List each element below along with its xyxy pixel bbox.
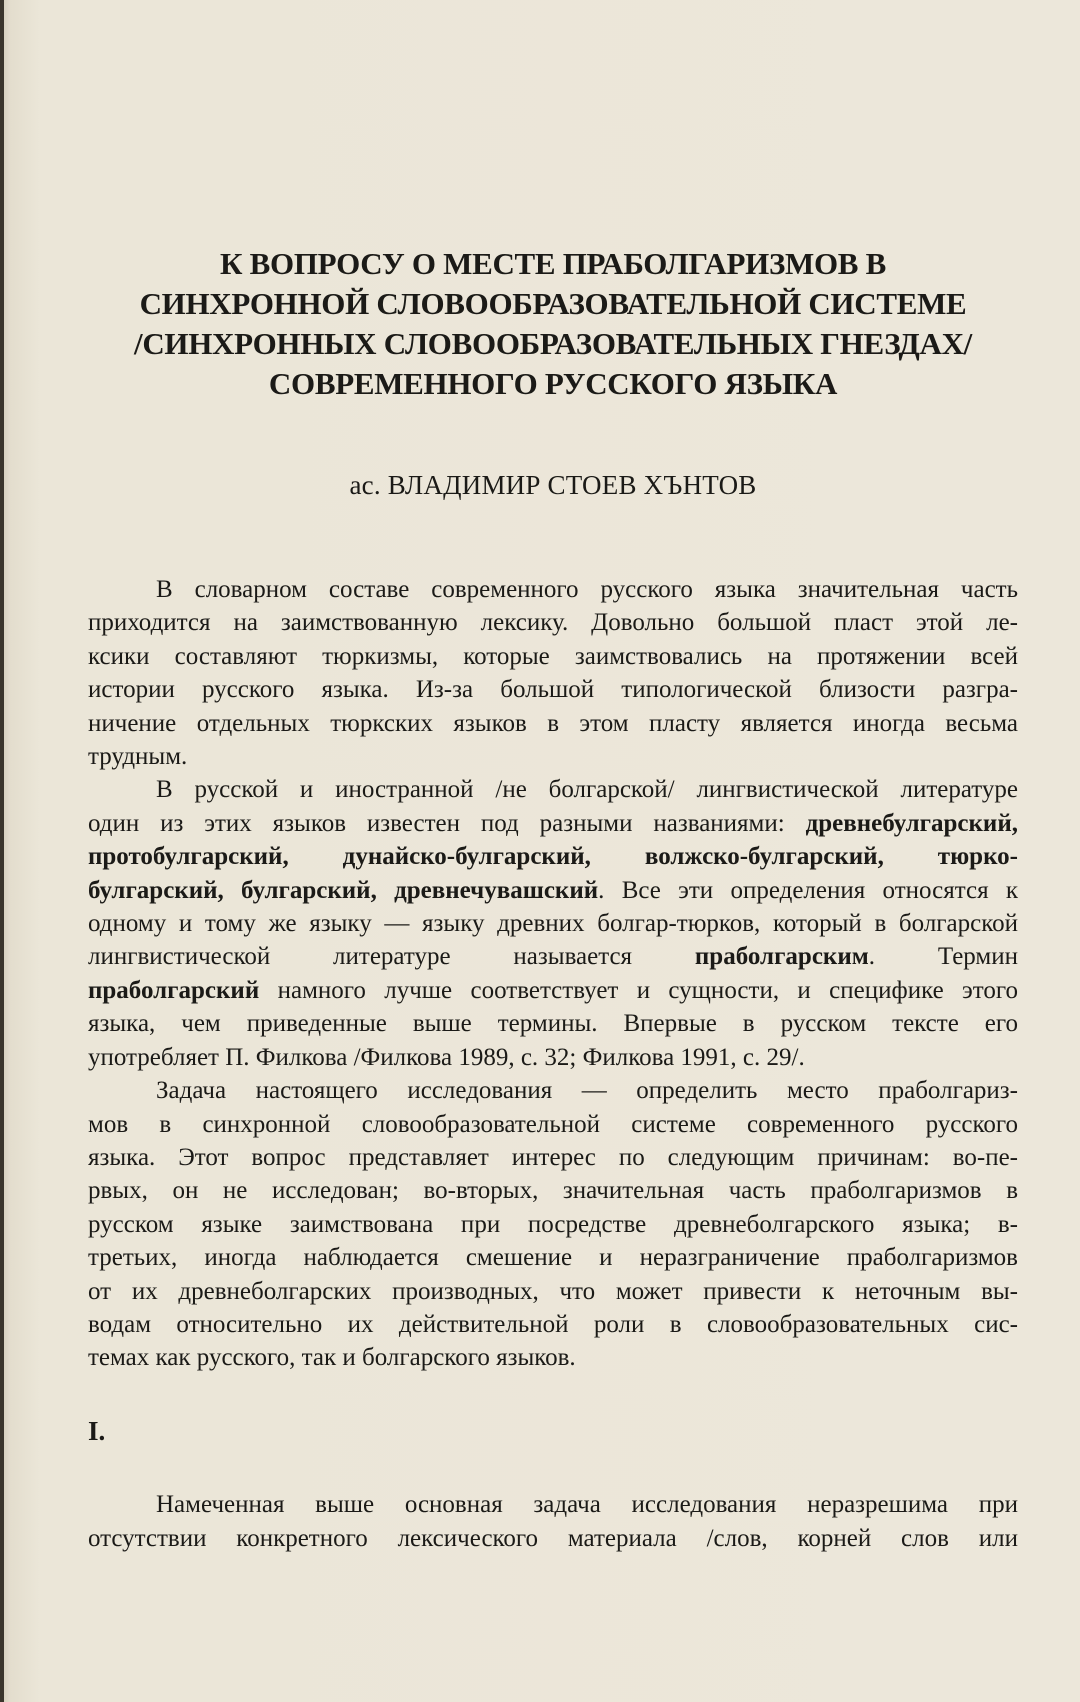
section-heading: I. [88, 1415, 106, 1446]
term-bold: древнебулгарский, [805, 809, 1018, 837]
text-line: темах как русского, так и болгарского языков. [88, 1344, 576, 1372]
text-line: ничение отдельных тюркских языков в этом пласту является иногда весьма [88, 709, 1018, 737]
term-bold: булгарский, булгарский, древнечувашский [88, 876, 599, 904]
article-title [88, 244, 1018, 404]
text-span: намного лучше соответствует и сущности, и специфике этого [259, 976, 1018, 1004]
text-line: одному и тому же языку — языку древних болгар-тюрков, который в болгарской [88, 910, 1018, 938]
text-line: трудным. [88, 743, 188, 771]
title-line: /СИНХРОННЫХ СЛОВООБРАЗОВАТЕЛЬНЫХ ГНЕЗДАХ/ [134, 326, 972, 361]
title-line: К ВОПРОСУ О МЕСТЕ ПРАБОЛГАРИЗМОВ В [220, 246, 886, 281]
text-line: отсутствии конкретного лексического материала /слов, корней слов или [88, 1524, 1018, 1552]
paragraph-3 [88, 1074, 1018, 1375]
term-bold: протобулгарский, дунайско-булгарский, волжско-булгарский, тюрко- [88, 843, 1018, 871]
text-line: мов в синхронной словообразовательной системе современного русского [88, 1110, 1018, 1138]
text-line: истории русского языка. Из-за большой типологической близости разгра- [88, 676, 1018, 704]
text-line: языка. Этот вопрос представляет интерес по следующим причинам: во-пе- [88, 1143, 1018, 1171]
text-line: водам относительно их действительной роли в словообразовательных сис- [88, 1310, 1018, 1338]
title-line: СИНХРОННОЙ СЛОВООБРАЗОВАТЕЛЬНОЙ СИСТЕМЕ [139, 286, 967, 321]
author-line: ас. ВЛАДИМИР СТОЕВ ХЪНТОВ [349, 470, 757, 500]
paragraph-4 [88, 1488, 1018, 1555]
binding-edge [0, 0, 4, 1702]
text-line [88, 840, 1018, 873]
text-line: В русской и иностранной /не болгарской/ лингвистической литературе [156, 776, 1018, 804]
article-body [88, 573, 1018, 1555]
term-bold: праболгарский [88, 976, 260, 1004]
text-span: . Термин [868, 943, 1018, 971]
text-line: языка, чем приведенные выше термины. Впервые в русском тексте его [88, 1010, 1018, 1038]
text-line: В словарном составе современного русского языка значительная часть [156, 576, 1018, 603]
text-line: Намеченная выше основная задача исследования неразрешима при [156, 1491, 1018, 1519]
text-line: третьих, иногда наблюдается смешение и неразграничение праболгаризмов [88, 1244, 1018, 1272]
text-line: ксики составляют тюркизмы, которые заимствовались на протяжении всей [88, 642, 1018, 670]
text-line: русском языке заимствована при посредстве древнеболгарского языка; в- [88, 1210, 1018, 1238]
article [88, 244, 1018, 1555]
text-span: лингвистической литературе называется [88, 943, 695, 971]
text-line: Задача настоящего исследования — определить место праболгариз- [156, 1077, 1018, 1105]
text-line: от их древнеболгарских производных, что может привести к неточным вы- [88, 1277, 1018, 1305]
paragraph-2 [88, 773, 1018, 1074]
text-line [88, 974, 1018, 1007]
text-line: употребляет П. Филкова /Филкова 1989, с. 32; Филкова 1991, с. 29/. [88, 1043, 805, 1071]
text-line [88, 874, 1018, 907]
text-line: приходится на заимствованную лексику. Довольно большой пласт этой ле- [88, 609, 1018, 637]
text-line [88, 940, 1018, 973]
text-line [88, 807, 1018, 840]
text-span: один из этих языков известен под разными названиями: [88, 809, 806, 837]
title-line: СОВРЕМЕННОГО РУССКОГО ЯЗЫКА [268, 366, 838, 401]
term-bold: праболгарским [694, 943, 869, 971]
text-line: рвых, он не исследован; во-вторых, значительная часть праболгаризмов в [88, 1177, 1018, 1205]
paragraph-1 [88, 573, 1018, 773]
text-span: . Все эти определения относятся к [598, 876, 1018, 904]
